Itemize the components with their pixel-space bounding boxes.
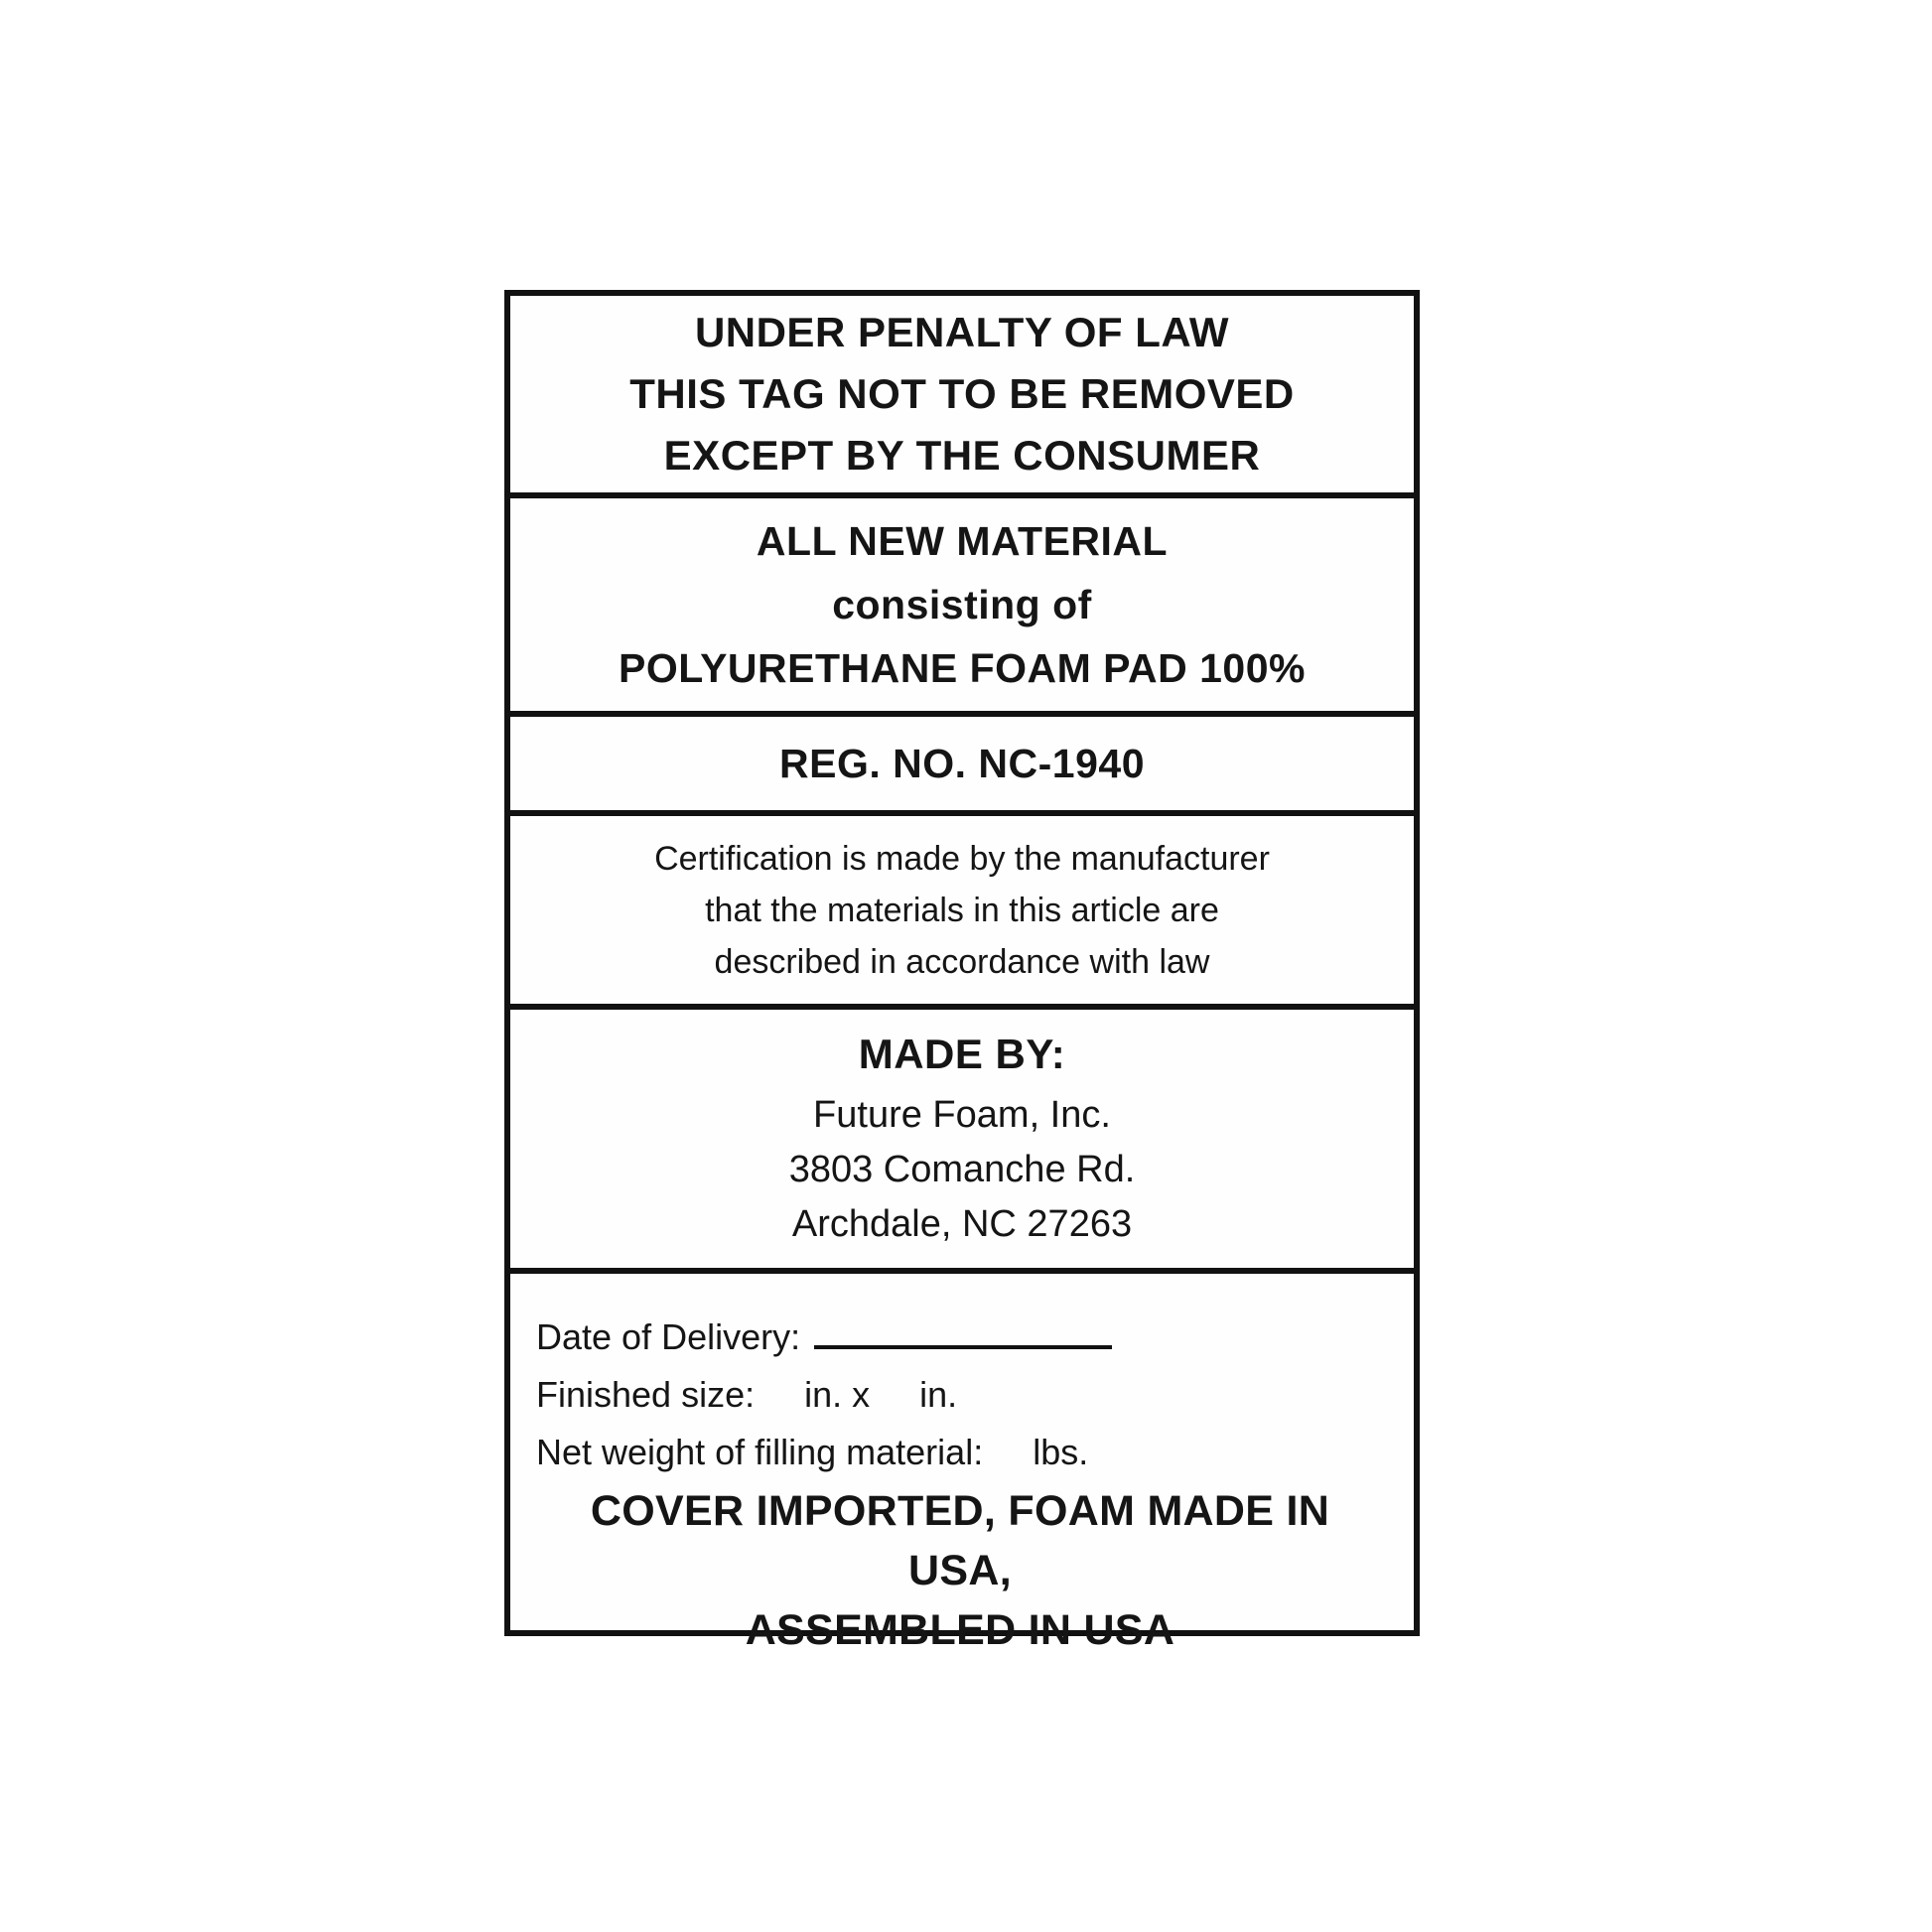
law-tag-label [504, 290, 1420, 1654]
material-line: POLYURETHANE FOAM PAD 100% [619, 645, 1306, 691]
finished-size-line: Finished size: in. x in. [536, 1374, 958, 1415]
penalty-line: UNDER PENALTY OF LAW [694, 309, 1230, 355]
material-section [510, 498, 1414, 717]
certification-line: that the materials in this article are [705, 891, 1219, 929]
penalty-line: THIS TAG NOT TO BE REMOVED [629, 370, 1295, 417]
made-by-heading: MADE BY: [858, 1030, 1066, 1077]
origin-line: COVER IMPORTED, FOAM MADE IN USA, [590, 1487, 1330, 1594]
certification-line: Certification is made by the manufacturer [654, 839, 1270, 878]
certification-line: described in accordance with law [714, 942, 1210, 981]
registration-section [510, 717, 1414, 816]
penalty-line: EXCEPT BY THE CONSUMER [663, 432, 1261, 479]
material-line: consisting of [832, 582, 1092, 627]
date-of-delivery-blank [814, 1306, 1112, 1349]
manufacturer-city: Archdale, NC 27263 [791, 1202, 1133, 1245]
material-line: ALL NEW MATERIAL [756, 518, 1169, 564]
fill-in-section [510, 1274, 1414, 1686]
net-weight-line: Net weight of filling material: lbs. [536, 1432, 1089, 1472]
date-of-delivery-row [536, 1306, 1384, 1366]
penalty-section [510, 296, 1414, 498]
made-by-section [510, 1010, 1414, 1274]
certification-section [510, 816, 1414, 1010]
origin-statement [536, 1481, 1384, 1660]
origin-line: ASSEMBLED IN USA [745, 1606, 1175, 1654]
registration-number: REG. NO. NC-1940 [779, 741, 1145, 786]
date-of-delivery-label: Date of Delivery: [536, 1316, 801, 1357]
manufacturer-name: Future Foam, Inc. [813, 1093, 1111, 1136]
manufacturer-street: 3803 Comanche Rd. [788, 1148, 1136, 1190]
